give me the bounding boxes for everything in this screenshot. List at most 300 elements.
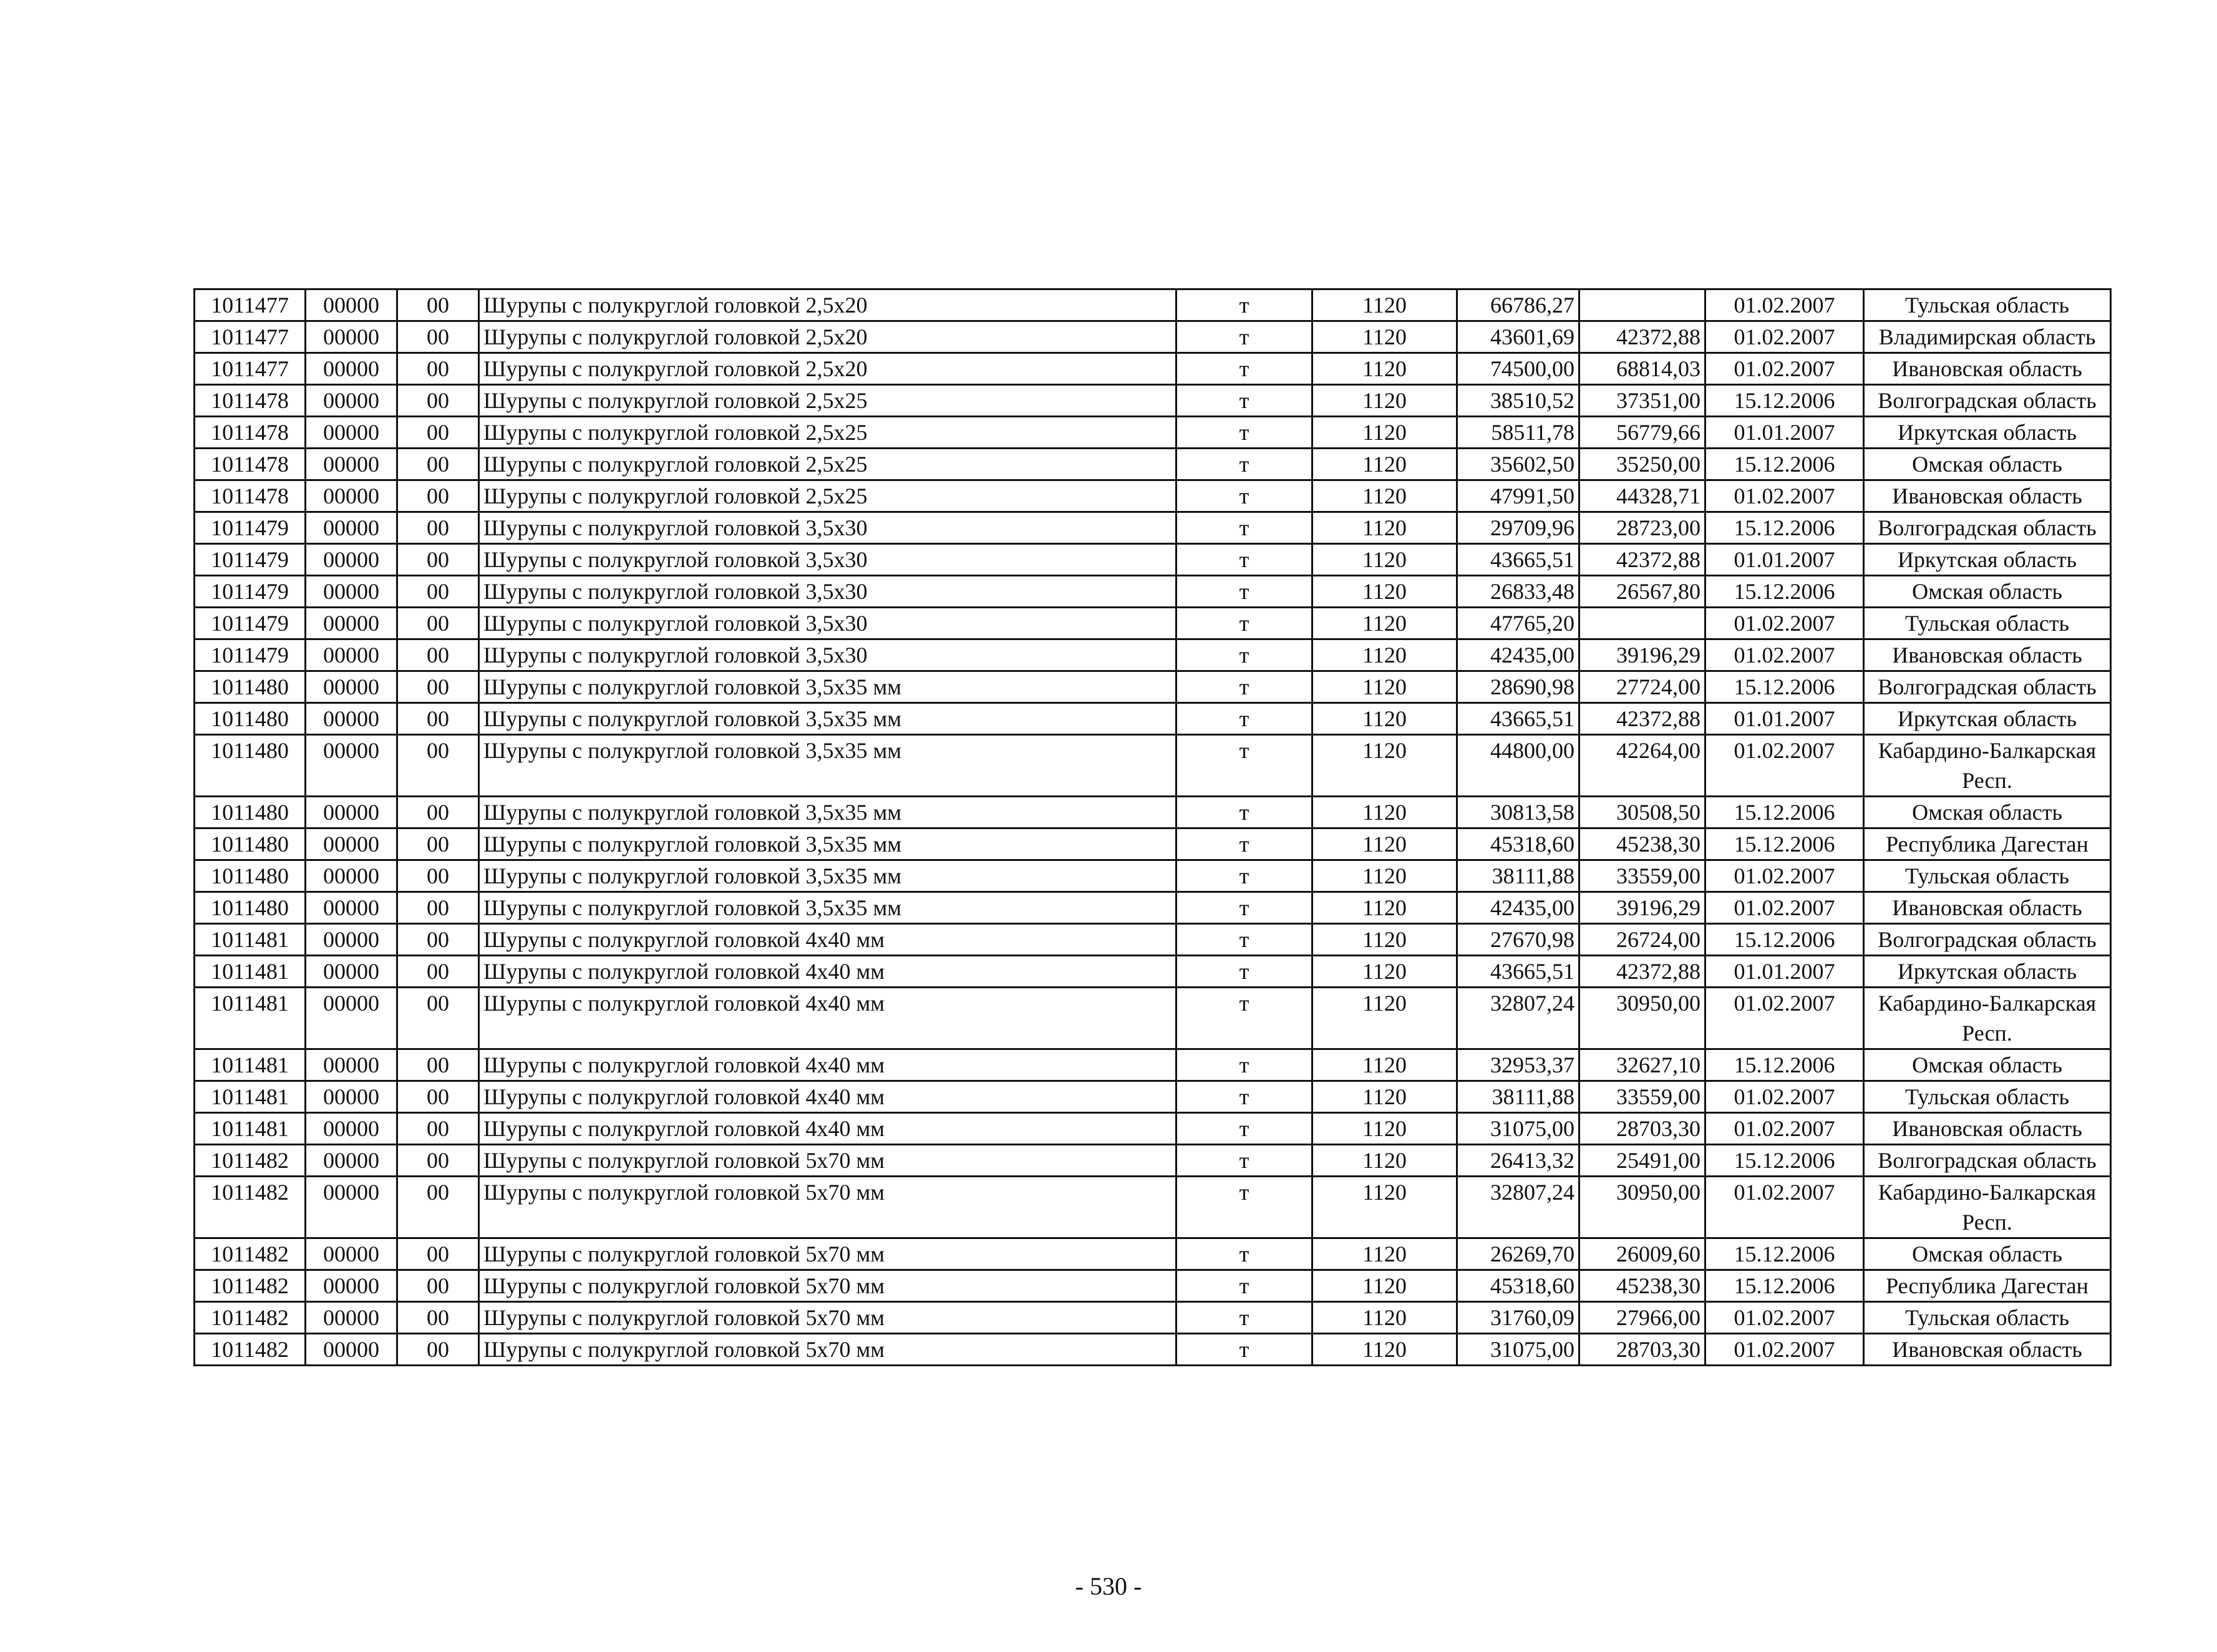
cell-suffix: 00 — [397, 703, 479, 735]
cell-group: 1120 — [1312, 385, 1457, 417]
cell-product-name: Шурупы с полукруглой головкой 2,5х25 — [479, 480, 1176, 512]
cell-subcode: 00000 — [306, 924, 397, 956]
table-row — [195, 735, 2111, 797]
cell-unit: т — [1176, 480, 1312, 512]
cell-code: 1011478 — [195, 449, 306, 480]
cell-subcode: 00000 — [306, 1270, 397, 1302]
cell-group: 1120 — [1312, 608, 1457, 639]
cell-price-1: 26413,32 — [1457, 1145, 1579, 1177]
cell-code: 1011481 — [195, 1113, 306, 1145]
cell-unit: т — [1176, 1049, 1312, 1081]
cell-price-1: 45318,60 — [1457, 1270, 1579, 1302]
cell-code: 1011478 — [195, 480, 306, 512]
cell-unit: т — [1176, 1302, 1312, 1334]
cell-unit: т — [1176, 1334, 1312, 1366]
cell-unit: т — [1176, 639, 1312, 671]
table-row — [195, 576, 2111, 608]
cell-date: 01.01.2007 — [1705, 544, 1864, 576]
cell-date: 01.02.2007 — [1705, 1302, 1864, 1334]
cell-suffix: 00 — [397, 1302, 479, 1334]
cell-product-name: Шурупы с полукруглой головкой 2,5х25 — [479, 417, 1176, 449]
price-table — [193, 288, 2112, 1366]
cell-price-2: 27724,00 — [1579, 671, 1705, 703]
cell-date: 01.02.2007 — [1705, 1334, 1864, 1366]
table-row — [195, 321, 2111, 353]
cell-unit: т — [1176, 417, 1312, 449]
cell-subcode: 00000 — [306, 608, 397, 639]
cell-price-2: 44328,71 — [1579, 480, 1705, 512]
cell-date: 15.12.2006 — [1705, 576, 1864, 608]
cell-suffix: 00 — [397, 544, 479, 576]
cell-product-name: Шурупы с полукруглой головкой 4х40 мм — [479, 988, 1176, 1049]
cell-region: Тульская область — [1864, 1302, 2111, 1334]
cell-suffix: 00 — [397, 480, 479, 512]
cell-subcode: 00000 — [306, 1334, 397, 1366]
cell-price-2: 26567,80 — [1579, 576, 1705, 608]
cell-date: 01.02.2007 — [1705, 988, 1864, 1049]
cell-product-name: Шурупы с полукруглой головкой 3,5х30 — [479, 512, 1176, 544]
cell-product-name: Шурупы с полукруглой головкой 4х40 мм — [479, 956, 1176, 988]
cell-group: 1120 — [1312, 417, 1457, 449]
cell-date: 01.02.2007 — [1705, 735, 1864, 797]
cell-group: 1120 — [1312, 576, 1457, 608]
cell-date: 01.02.2007 — [1705, 860, 1864, 892]
cell-product-name: Шурупы с полукруглой головкой 4х40 мм — [479, 924, 1176, 956]
cell-subcode: 00000 — [306, 480, 397, 512]
cell-region: Тульская область — [1864, 860, 2111, 892]
cell-date: 01.02.2007 — [1705, 1113, 1864, 1145]
cell-subcode: 00000 — [306, 576, 397, 608]
cell-region: Кабардино-Балкарская Респ. — [1864, 735, 2111, 797]
cell-price-1: 26833,48 — [1457, 576, 1579, 608]
cell-unit: т — [1176, 797, 1312, 828]
cell-product-name: Шурупы с полукруглой головкой 4х40 мм — [479, 1081, 1176, 1113]
cell-suffix: 00 — [397, 417, 479, 449]
table-row — [195, 544, 2111, 576]
cell-product-name: Шурупы с полукруглой головкой 5х70 мм — [479, 1334, 1176, 1366]
cell-price-1: 44800,00 — [1457, 735, 1579, 797]
cell-subcode: 00000 — [306, 417, 397, 449]
cell-code: 1011482 — [195, 1334, 306, 1366]
cell-subcode: 00000 — [306, 639, 397, 671]
cell-group: 1120 — [1312, 289, 1457, 321]
cell-product-name: Шурупы с полукруглой головкой 4х40 мм — [479, 1049, 1176, 1081]
cell-price-1: 42435,00 — [1457, 639, 1579, 671]
cell-subcode: 00000 — [306, 1145, 397, 1177]
cell-group: 1120 — [1312, 544, 1457, 576]
cell-unit: т — [1176, 860, 1312, 892]
cell-unit: т — [1176, 924, 1312, 956]
cell-product-name: Шурупы с полукруглой головкой 3,5х35 мм — [479, 828, 1176, 860]
cell-subcode: 00000 — [306, 449, 397, 480]
cell-unit: т — [1176, 892, 1312, 924]
cell-unit: т — [1176, 321, 1312, 353]
cell-suffix: 00 — [397, 797, 479, 828]
cell-region: Тульская область — [1864, 289, 2111, 321]
cell-date: 01.02.2007 — [1705, 892, 1864, 924]
cell-region: Иркутская область — [1864, 956, 2111, 988]
cell-date: 15.12.2006 — [1705, 1238, 1864, 1270]
cell-group: 1120 — [1312, 1302, 1457, 1334]
cell-region: Ивановская область — [1864, 892, 2111, 924]
cell-unit: т — [1176, 1238, 1312, 1270]
cell-suffix: 00 — [397, 576, 479, 608]
cell-code: 1011481 — [195, 988, 306, 1049]
cell-suffix: 00 — [397, 1238, 479, 1270]
cell-unit: т — [1176, 735, 1312, 797]
cell-group: 1120 — [1312, 512, 1457, 544]
table-row — [195, 1113, 2111, 1145]
cell-unit: т — [1176, 576, 1312, 608]
cell-unit: т — [1176, 1270, 1312, 1302]
cell-price-1: 27670,98 — [1457, 924, 1579, 956]
table-row — [195, 480, 2111, 512]
cell-region: Волгоградская область — [1864, 512, 2111, 544]
cell-code: 1011480 — [195, 828, 306, 860]
cell-region: Тульская область — [1864, 608, 2111, 639]
table-row — [195, 924, 2111, 956]
cell-price-1: 32807,24 — [1457, 1177, 1579, 1238]
table-row — [195, 1177, 2111, 1238]
cell-region: Кабардино-Балкарская Респ. — [1864, 1177, 2111, 1238]
cell-region: Владимирская область — [1864, 321, 2111, 353]
cell-price-2: 32627,10 — [1579, 1049, 1705, 1081]
cell-code: 1011480 — [195, 735, 306, 797]
cell-price-1: 42435,00 — [1457, 892, 1579, 924]
table-row — [195, 385, 2111, 417]
cell-suffix: 00 — [397, 860, 479, 892]
cell-code: 1011479 — [195, 512, 306, 544]
cell-price-2: 39196,29 — [1579, 639, 1705, 671]
cell-group: 1120 — [1312, 828, 1457, 860]
cell-product-name: Шурупы с полукруглой головкой 5х70 мм — [479, 1302, 1176, 1334]
cell-code: 1011482 — [195, 1238, 306, 1270]
cell-price-2 — [1579, 289, 1705, 321]
table-row — [195, 671, 2111, 703]
cell-group: 1120 — [1312, 1238, 1457, 1270]
cell-group: 1120 — [1312, 480, 1457, 512]
cell-subcode: 00000 — [306, 703, 397, 735]
table-row — [195, 1049, 2111, 1081]
cell-group: 1120 — [1312, 924, 1457, 956]
cell-price-2: 37351,00 — [1579, 385, 1705, 417]
cell-product-name: Шурупы с полукруглой головкой 5х70 мм — [479, 1238, 1176, 1270]
cell-price-2: 25491,00 — [1579, 1145, 1705, 1177]
cell-unit: т — [1176, 289, 1312, 321]
cell-suffix: 00 — [397, 512, 479, 544]
cell-subcode: 00000 — [306, 671, 397, 703]
cell-subcode: 00000 — [306, 321, 397, 353]
cell-price-2: 42372,88 — [1579, 321, 1705, 353]
cell-price-2: 27966,00 — [1579, 1302, 1705, 1334]
cell-code: 1011478 — [195, 417, 306, 449]
cell-date: 01.01.2007 — [1705, 417, 1864, 449]
cell-price-2: 42264,00 — [1579, 735, 1705, 797]
table-row — [195, 512, 2111, 544]
cell-unit: т — [1176, 544, 1312, 576]
cell-group: 1120 — [1312, 671, 1457, 703]
cell-subcode: 00000 — [306, 353, 397, 385]
cell-date: 01.01.2007 — [1705, 703, 1864, 735]
cell-product-name: Шурупы с полукруглой головкой 3,5х35 мм — [479, 860, 1176, 892]
cell-price-1: 32807,24 — [1457, 988, 1579, 1049]
cell-product-name: Шурупы с полукруглой головкой 5х70 мм — [479, 1177, 1176, 1238]
cell-group: 1120 — [1312, 988, 1457, 1049]
table-row — [195, 289, 2111, 321]
cell-price-1: 32953,37 — [1457, 1049, 1579, 1081]
cell-date: 01.02.2007 — [1705, 1081, 1864, 1113]
cell-price-1: 35602,50 — [1457, 449, 1579, 480]
cell-region: Волгоградская область — [1864, 1145, 2111, 1177]
cell-code: 1011479 — [195, 576, 306, 608]
cell-price-2: 39196,29 — [1579, 892, 1705, 924]
cell-code: 1011477 — [195, 289, 306, 321]
cell-group: 1120 — [1312, 639, 1457, 671]
cell-subcode: 00000 — [306, 1049, 397, 1081]
cell-region: Иркутская область — [1864, 703, 2111, 735]
cell-unit: т — [1176, 449, 1312, 480]
cell-unit: т — [1176, 512, 1312, 544]
cell-price-1: 43665,51 — [1457, 544, 1579, 576]
cell-code: 1011481 — [195, 924, 306, 956]
cell-price-1: 43665,51 — [1457, 956, 1579, 988]
cell-suffix: 00 — [397, 289, 479, 321]
cell-product-name: Шурупы с полукруглой головкой 2,5х20 — [479, 321, 1176, 353]
table-row — [195, 1145, 2111, 1177]
cell-group: 1120 — [1312, 1113, 1457, 1145]
cell-product-name: Шурупы с полукруглой головкой 3,5х30 — [479, 639, 1176, 671]
cell-region: Республика Дагестан — [1864, 828, 2111, 860]
table-row — [195, 353, 2111, 385]
cell-suffix: 00 — [397, 321, 479, 353]
cell-date: 15.12.2006 — [1705, 797, 1864, 828]
cell-region: Ивановская область — [1864, 1113, 2111, 1145]
cell-group: 1120 — [1312, 1081, 1457, 1113]
cell-price-1: 29709,96 — [1457, 512, 1579, 544]
cell-date: 15.12.2006 — [1705, 1145, 1864, 1177]
cell-price-1: 31075,00 — [1457, 1113, 1579, 1145]
cell-price-2: 42372,88 — [1579, 956, 1705, 988]
cell-price-2: 42372,88 — [1579, 544, 1705, 576]
cell-price-1: 43665,51 — [1457, 703, 1579, 735]
cell-code: 1011477 — [195, 353, 306, 385]
cell-suffix: 00 — [397, 1145, 479, 1177]
cell-group: 1120 — [1312, 1334, 1457, 1366]
cell-group: 1120 — [1312, 1270, 1457, 1302]
cell-region: Омская область — [1864, 797, 2111, 828]
cell-price-1: 43601,69 — [1457, 321, 1579, 353]
cell-price-1: 58511,78 — [1457, 417, 1579, 449]
table-row — [195, 988, 2111, 1049]
cell-product-name: Шурупы с полукруглой головкой 3,5х35 мм — [479, 892, 1176, 924]
cell-group: 1120 — [1312, 703, 1457, 735]
cell-suffix: 00 — [397, 1049, 479, 1081]
cell-group: 1120 — [1312, 321, 1457, 353]
cell-group: 1120 — [1312, 353, 1457, 385]
cell-suffix: 00 — [397, 1334, 479, 1366]
cell-code: 1011482 — [195, 1177, 306, 1238]
cell-product-name: Шурупы с полукруглой головкой 3,5х35 мм — [479, 797, 1176, 828]
cell-date: 15.12.2006 — [1705, 828, 1864, 860]
table-row — [195, 1334, 2111, 1366]
page-number: - 530 - — [1075, 1572, 1142, 1600]
cell-product-name: Шурупы с полукруглой головкой 3,5х30 — [479, 576, 1176, 608]
cell-region: Республика Дагестан — [1864, 1270, 2111, 1302]
cell-price-1: 38510,52 — [1457, 385, 1579, 417]
table-row — [195, 1238, 2111, 1270]
cell-date: 01.02.2007 — [1705, 480, 1864, 512]
cell-price-2: 33559,00 — [1579, 1081, 1705, 1113]
cell-price-1: 47991,50 — [1457, 480, 1579, 512]
cell-code: 1011481 — [195, 1081, 306, 1113]
cell-group: 1120 — [1312, 1145, 1457, 1177]
cell-date: 15.12.2006 — [1705, 512, 1864, 544]
cell-code: 1011482 — [195, 1145, 306, 1177]
table-row — [195, 1081, 2111, 1113]
cell-date: 15.12.2006 — [1705, 1049, 1864, 1081]
table-row — [195, 956, 2111, 988]
cell-group: 1120 — [1312, 735, 1457, 797]
cell-price-2: 30950,00 — [1579, 988, 1705, 1049]
cell-suffix: 00 — [397, 1270, 479, 1302]
cell-suffix: 00 — [397, 892, 479, 924]
table-row — [195, 703, 2111, 735]
cell-price-2: 68814,03 — [1579, 353, 1705, 385]
cell-price-1: 38111,88 — [1457, 860, 1579, 892]
cell-region: Ивановская область — [1864, 480, 2111, 512]
cell-price-1: 66786,27 — [1457, 289, 1579, 321]
cell-subcode: 00000 — [306, 828, 397, 860]
cell-date: 01.02.2007 — [1705, 321, 1864, 353]
cell-unit: т — [1176, 385, 1312, 417]
cell-price-2: 45238,30 — [1579, 828, 1705, 860]
cell-unit: т — [1176, 1145, 1312, 1177]
cell-price-2: 35250,00 — [1579, 449, 1705, 480]
cell-region: Кабардино-Балкарская Респ. — [1864, 988, 2111, 1049]
cell-code: 1011478 — [195, 385, 306, 417]
cell-unit: т — [1176, 608, 1312, 639]
cell-code: 1011480 — [195, 860, 306, 892]
cell-code: 1011480 — [195, 892, 306, 924]
cell-price-2: 42372,88 — [1579, 703, 1705, 735]
cell-price-2: 28703,30 — [1579, 1113, 1705, 1145]
cell-product-name: Шурупы с полукруглой головкой 5х70 мм — [479, 1145, 1176, 1177]
cell-region: Ивановская область — [1864, 1334, 2111, 1366]
cell-region: Волгоградская область — [1864, 671, 2111, 703]
cell-product-name: Шурупы с полукруглой головкой 3,5х35 мм — [479, 703, 1176, 735]
cell-unit: т — [1176, 703, 1312, 735]
cell-product-name: Шурупы с полукруглой головкой 3,5х30 — [479, 608, 1176, 639]
cell-product-name: Шурупы с полукруглой головкой 4х40 мм — [479, 1113, 1176, 1145]
table-row — [195, 417, 2111, 449]
cell-group: 1120 — [1312, 1177, 1457, 1238]
cell-group: 1120 — [1312, 797, 1457, 828]
cell-price-2: 45238,30 — [1579, 1270, 1705, 1302]
cell-code: 1011480 — [195, 671, 306, 703]
table-row — [195, 860, 2111, 892]
cell-price-2: 26724,00 — [1579, 924, 1705, 956]
cell-region: Омская область — [1864, 576, 2111, 608]
cell-region: Иркутская область — [1864, 544, 2111, 576]
cell-subcode: 00000 — [306, 860, 397, 892]
cell-date: 01.01.2007 — [1705, 956, 1864, 988]
cell-code: 1011480 — [195, 703, 306, 735]
cell-subcode: 00000 — [306, 1081, 397, 1113]
cell-date: 15.12.2006 — [1705, 924, 1864, 956]
table-row — [195, 639, 2111, 671]
cell-suffix: 00 — [397, 449, 479, 480]
cell-suffix: 00 — [397, 353, 479, 385]
cell-region: Омская область — [1864, 1049, 2111, 1081]
cell-suffix: 00 — [397, 828, 479, 860]
cell-date: 01.02.2007 — [1705, 608, 1864, 639]
cell-region: Волгоградская область — [1864, 924, 2111, 956]
cell-subcode: 00000 — [306, 956, 397, 988]
cell-product-name: Шурупы с полукруглой головкой 3,5х35 мм — [479, 735, 1176, 797]
cell-unit: т — [1176, 956, 1312, 988]
cell-price-1: 31760,09 — [1457, 1302, 1579, 1334]
cell-price-1: 45318,60 — [1457, 828, 1579, 860]
table-row — [195, 449, 2111, 480]
cell-unit: т — [1176, 1177, 1312, 1238]
cell-unit: т — [1176, 988, 1312, 1049]
cell-product-name: Шурупы с полукруглой головкой 5х70 мм — [479, 1270, 1176, 1302]
cell-price-2 — [1579, 608, 1705, 639]
cell-date: 01.02.2007 — [1705, 353, 1864, 385]
cell-price-1: 31075,00 — [1457, 1334, 1579, 1366]
cell-subcode: 00000 — [306, 1113, 397, 1145]
cell-code: 1011479 — [195, 639, 306, 671]
cell-suffix: 00 — [397, 956, 479, 988]
cell-subcode: 00000 — [306, 512, 397, 544]
cell-price-1: 74500,00 — [1457, 353, 1579, 385]
cell-code: 1011477 — [195, 321, 306, 353]
table-row — [195, 1270, 2111, 1302]
cell-price-2: 56779,66 — [1579, 417, 1705, 449]
cell-region: Омская область — [1864, 449, 2111, 480]
table-body — [195, 289, 2111, 1366]
cell-code: 1011482 — [195, 1270, 306, 1302]
cell-price-1: 30813,58 — [1457, 797, 1579, 828]
cell-suffix: 00 — [397, 385, 479, 417]
cell-suffix: 00 — [397, 735, 479, 797]
cell-product-name: Шурупы с полукруглой головкой 2,5х20 — [479, 353, 1176, 385]
cell-subcode: 00000 — [306, 385, 397, 417]
cell-group: 1120 — [1312, 892, 1457, 924]
cell-code: 1011480 — [195, 797, 306, 828]
cell-unit: т — [1176, 671, 1312, 703]
table-row — [195, 797, 2111, 828]
cell-group: 1120 — [1312, 1049, 1457, 1081]
cell-region: Волгоградская область — [1864, 385, 2111, 417]
cell-group: 1120 — [1312, 956, 1457, 988]
cell-unit: т — [1176, 1081, 1312, 1113]
cell-price-2: 33559,00 — [1579, 860, 1705, 892]
cell-group: 1120 — [1312, 449, 1457, 480]
cell-unit: т — [1176, 828, 1312, 860]
cell-suffix: 00 — [397, 608, 479, 639]
cell-region: Ивановская область — [1864, 353, 2111, 385]
cell-price-1: 28690,98 — [1457, 671, 1579, 703]
cell-date: 15.12.2006 — [1705, 449, 1864, 480]
table-row — [195, 608, 2111, 639]
cell-date: 15.12.2006 — [1705, 671, 1864, 703]
cell-code: 1011481 — [195, 956, 306, 988]
cell-subcode: 00000 — [306, 289, 397, 321]
cell-subcode: 00000 — [306, 1238, 397, 1270]
cell-price-2: 28723,00 — [1579, 512, 1705, 544]
cell-price-2: 30950,00 — [1579, 1177, 1705, 1238]
